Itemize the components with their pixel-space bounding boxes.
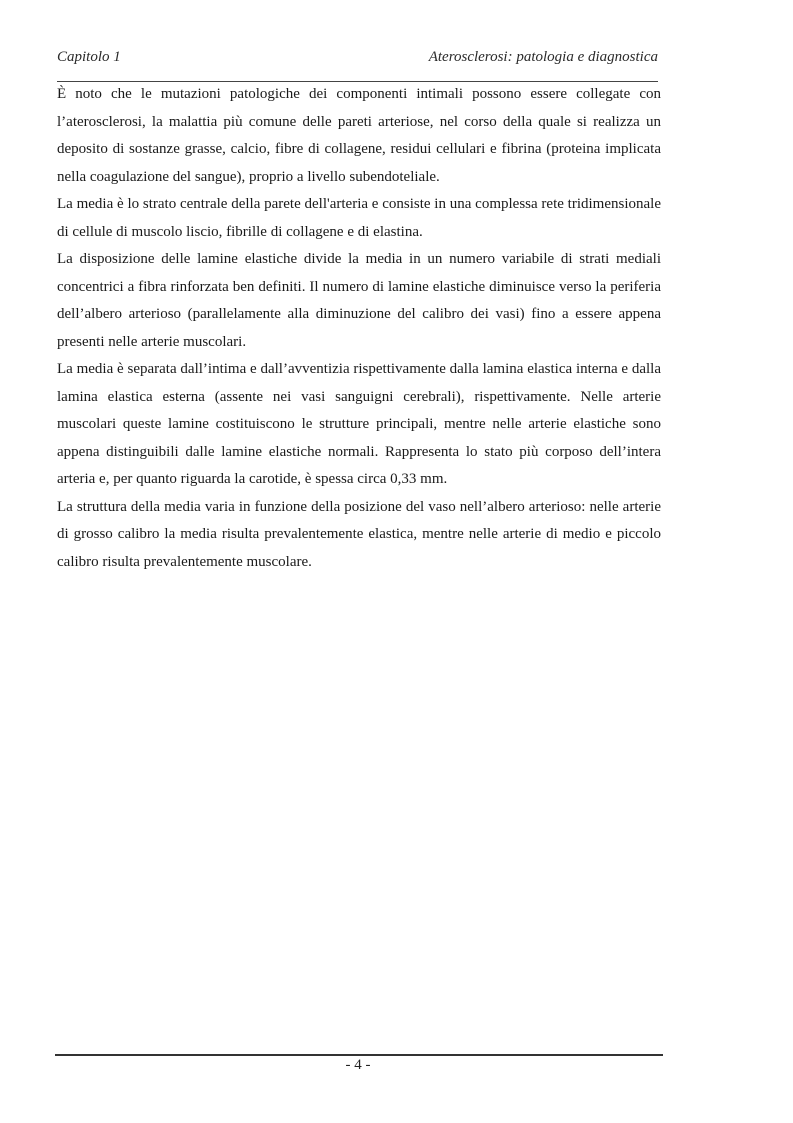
running-header bbox=[57, 49, 658, 71]
paragraph: È noto che le mutazioni patologiche dei componenti intimali possono essere collegate con l’aterosclerosi, la malattia più comune delle pareti arteriose, nel corso della quale si realizza un deposito di sostanze grasse, calcio, fibre di collagene, residui cellulari e fibrina (proteina implicata nella coagulazione del sangue), proprio a livello subendoteliale. bbox=[57, 86, 661, 185]
header-chapter: Capitolo 1 bbox=[57, 49, 121, 65]
footer-divider bbox=[55, 1054, 663, 1056]
paragraph: La struttura della media varia in funzione della posizione del vaso nell’albero arterioso: nelle arterie di grosso calibro la media risulta prevalentemente elastica, mentre nelle arterie di medio e piccolo calibro risulta prevalentemente muscolare. bbox=[57, 498, 661, 570]
page-number: - 4 - bbox=[345, 1057, 371, 1073]
body-text bbox=[57, 81, 661, 576]
paragraph: La media è separata dall’intima e dall’avventizia rispettivamente dalla lamina elastica interna e dalla lamina elastica esterna (assente nei vasi sanguigni cerebrali), rispettivamente. Nelle arterie muscolari queste lamine costituiscono le strutture principali, mentre nelle arterie elastiche sono appena distinguibili dalle lamine elastiche normali. Rappresenta lo stato più corposo dell’intera arteria e, per quanto riguarda la carotide, è spessa circa 0,33 mm. bbox=[57, 361, 661, 487]
header-section-title: Aterosclerosi: patologia e diagnostica bbox=[428, 49, 658, 65]
paragraph: La disposizione delle lamine elastiche divide la media in un numero variabile di strati mediali concentrici a fibra rinforzata ben definiti. Il numero di lamine elastiche diminuisce verso la periferia dell’albero arterioso (parallelamente alla diminuzione del calibro dei vasi) fino a essere appena presenti nelle arterie muscolari. bbox=[57, 251, 661, 350]
paragraph: La media è lo strato centrale della parete dell'arteria e consiste in una complessa rete tridimensionale di cellule di muscolo liscio, fibrille di collagene e di elastina. bbox=[57, 196, 661, 240]
